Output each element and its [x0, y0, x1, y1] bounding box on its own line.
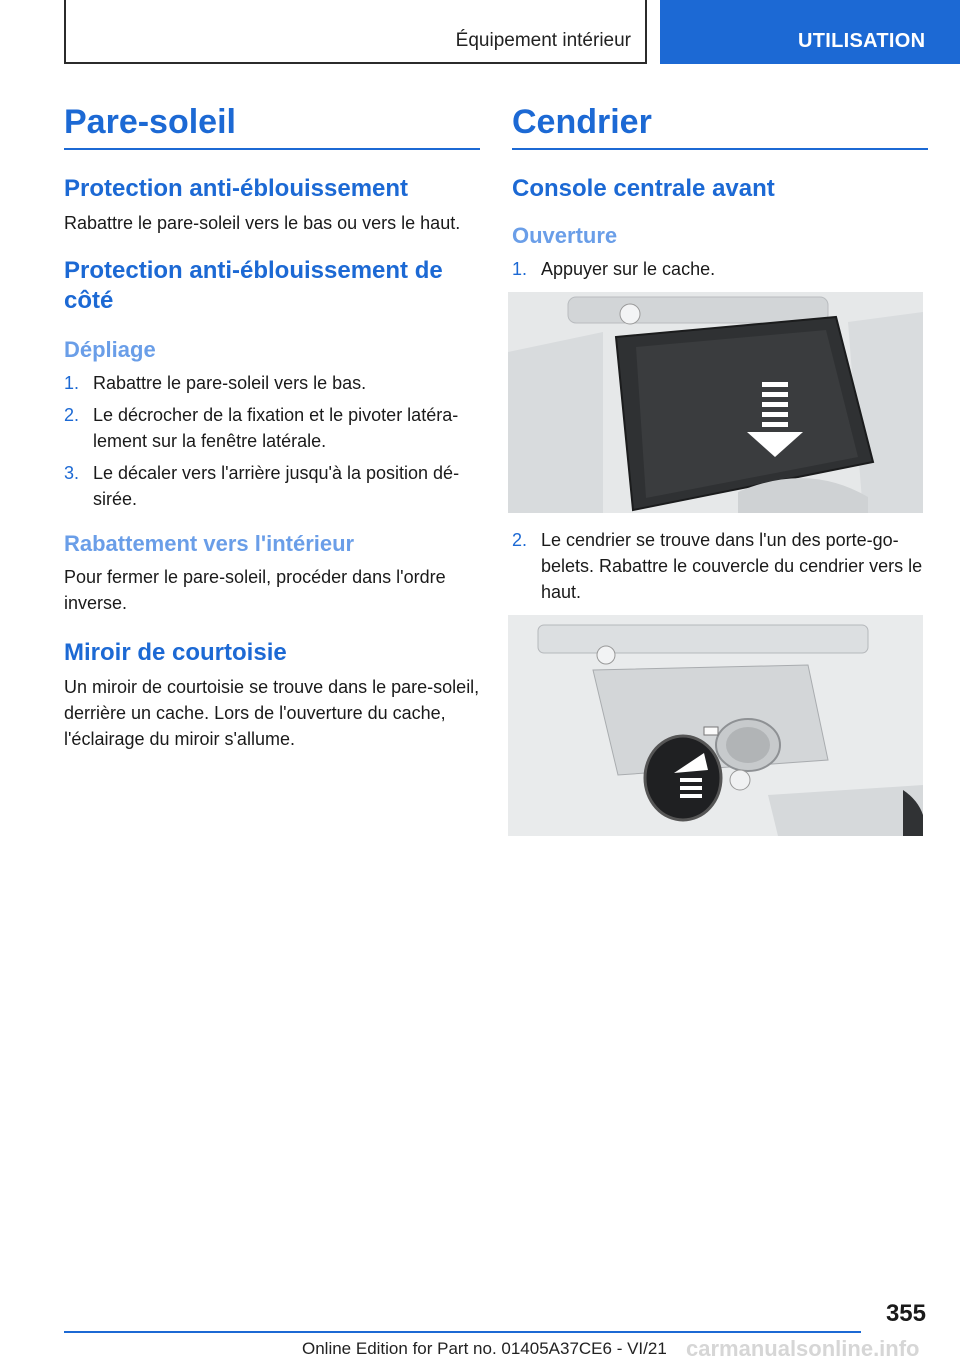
cendrier-title: Cendrier — [512, 100, 928, 150]
glare-protection-text: Rabattre le pare-soleil vers le bas ou vers le haut. — [64, 213, 461, 233]
glare-protection-heading: Protection anti-éblouissement — [64, 175, 409, 202]
watermark: carmanualsonline.info — [686, 1336, 920, 1361]
side-glare-protection-heading: Protection anti-éblouissement de côté — [64, 257, 443, 314]
footer-divider — [64, 1331, 861, 1333]
right-column — [512, 100, 928, 850]
courtesy-mirror-heading: Miroir de courtoisie — [64, 639, 287, 666]
rabattement-text: Pour fermer le pare-soleil, procéder dans l'ordre inverse. — [64, 567, 446, 613]
rabattement-heading: Rabattement vers l'intérieur — [64, 531, 355, 556]
left-column — [64, 100, 480, 752]
ouverture-heading: Ouverture — [512, 223, 618, 248]
header-tab-label: UTILISATION — [798, 30, 926, 52]
console-cover-illustration — [508, 292, 923, 513]
depliage-steps — [64, 370, 480, 512]
edition-footer: Online Edition for Part no. 01405A37CE6 - VI/21 — [302, 1339, 667, 1358]
front-console-heading: Console centrale avant — [512, 175, 775, 202]
step-item: 3. Le décaler vers l'arrière jusqu'à la position désirée. — [64, 463, 460, 509]
header-chapter-tab[interactable] — [660, 0, 960, 64]
pare-soleil-title: Pare-soleil — [64, 100, 480, 150]
ouverture-step-2 — [512, 527, 928, 605]
depliage-heading: Dépliage — [64, 337, 156, 362]
header-section-title: Équipement intérieur — [455, 30, 631, 51]
ouverture-step-1 — [512, 256, 928, 282]
ashtray-cupholder-illustration — [508, 615, 923, 836]
page-number: 355 — [885, 1300, 926, 1327]
step-item: 1. Rabattre le pare-soleil vers le bas. — [64, 373, 367, 393]
step-item: 2. Le cendrier se trouve dans l'un des porte-gobelets. Rabattre le couvercle du cendrier vers le haut. — [512, 530, 923, 602]
step-item: 2. Le décrocher de la fixation et le pivoter latéralement sur la fenêtre latérale. — [64, 405, 459, 451]
header-section-box — [64, 0, 647, 64]
step-item: 1. Appuyer sur le cache. — [512, 259, 716, 279]
courtesy-mirror-text: Un miroir de courtoisie se trouve dans le pare-soleil, derrière un cache. Lors de l'ouverture du cache, l'éclairage du miroir s'allume. — [64, 677, 480, 749]
